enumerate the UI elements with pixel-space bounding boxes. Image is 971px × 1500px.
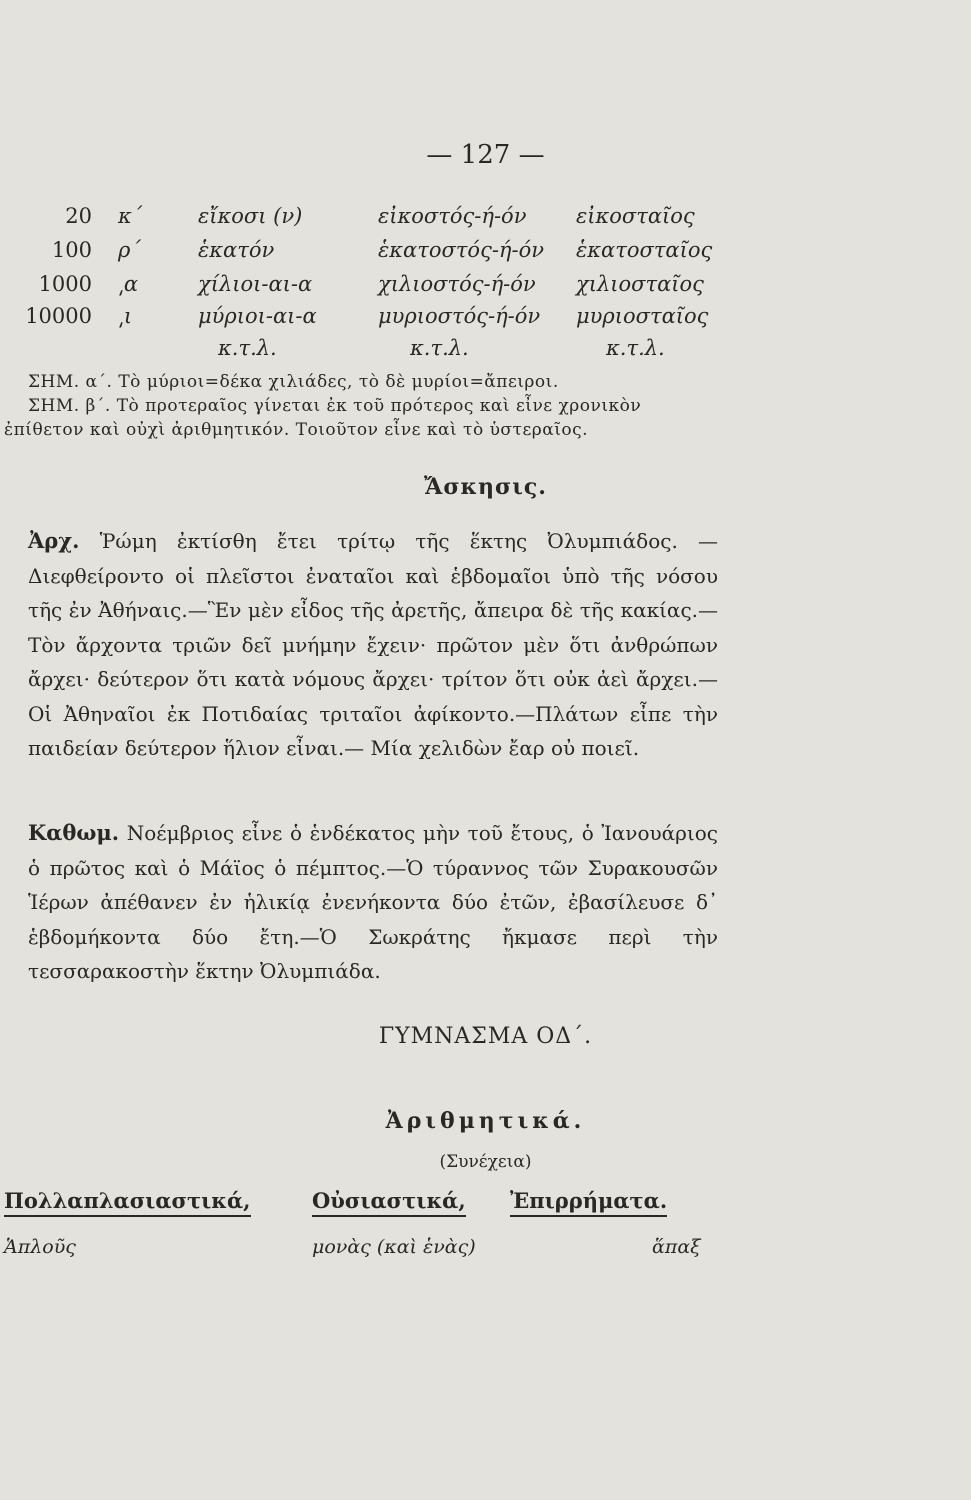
etc-cell: κ.τ.λ. [606, 336, 665, 360]
letter-cell: ͵ι [118, 304, 133, 328]
section-title: Ἀριθμητικά. [385, 1108, 586, 1134]
letter-cell: κ΄ [118, 204, 143, 228]
exercise-paragraph-modern [28, 816, 718, 989]
number-cell: 20 [65, 204, 92, 228]
exercise-paragraph-archaic [28, 524, 718, 766]
paragraph-lead: Ἀρχ. [28, 528, 80, 553]
letter-cell: ρ΄ [118, 238, 141, 262]
column-header-multiplicative: Πολλαπλασιαστικά, [4, 1188, 251, 1217]
exercise-heading: Ἄσκησις. [424, 474, 547, 500]
row-simple: Ἁπλοῦς [4, 1236, 76, 1258]
continuation-note: (Συνέχεια) [439, 1152, 532, 1172]
note-beta-line2: ἐπίθετον καὶ οὐχὶ ἀριθμητικόν. Τοιοῦτον εἶνε καὶ τὸ ὑστεραῖος. [4, 420, 589, 440]
column-header-adverbs: Ἐπιρρήματα. [510, 1188, 667, 1217]
multiple-cell: ἑκατοσταῖος [576, 238, 713, 262]
row-unit: μονὰς (καὶ ἑνὰς) [312, 1236, 476, 1258]
cardinal-cell: μύριοι-αι-α [198, 304, 317, 328]
ordinal-cell: μυριοστός-ή-όν [378, 304, 541, 328]
etc-cell: κ.τ.λ. [218, 336, 277, 360]
number-cell: 10000 [25, 304, 92, 328]
multiple-cell: εἰκοσταῖος [576, 204, 695, 228]
number-cell: 1000 [38, 272, 92, 296]
cardinal-cell: εἴκοσι (ν) [198, 204, 303, 228]
number-cell: 100 [51, 238, 92, 262]
ordinal-cell: ἑκατοστός-ή-όν [378, 238, 545, 262]
ordinal-cell: εἰκοστός-ή-όν [378, 204, 527, 228]
paragraph-lead: Καθωμ. [28, 820, 120, 845]
note-alpha: ΣΗΜ. α΄. Τὸ μύριοι=δέκα χιλιάδες, τὸ δὲ μυρίοι=ἄπειροι. [28, 372, 559, 392]
ordinal-cell: χιλιοστός-ή-όν [378, 272, 536, 296]
numeral-row [0, 304, 971, 338]
page-number: — 127 — [426, 140, 545, 170]
paragraph-text: Νοέμβριος εἶνε ὁ ἑνδέκατος μὴν τοῦ ἔτους, ὁ Ἰανουάριος ὁ πρῶτος καὶ ὁ Μάϊος ὁ πέμπτος.—Ὁ τύραννος τῶν Συρακουσῶν Ἱέρων ἀπέθανεν ἐν ἡλικίᾳ ἐνενήκοντα δύο ἐτῶν, ἐβασίλευσε δ᾽ ἑβδομήκοντα δύο ἔτη.—Ὁ Σωκράτης ἤκμασε περὶ τὴν τεσσαρακοστὴν ἕκτην Ὀλυμπιάδα. [28, 821, 718, 983]
row-once: ἅπαξ [652, 1236, 701, 1258]
numeral-row [0, 272, 971, 306]
multiple-cell: μυριοσταῖος [576, 304, 709, 328]
cardinal-cell: χίλιοι-αι-α [198, 272, 313, 296]
paragraph-text: Ῥώμη ἐκτίσθη ἔτει τρίτῳ τῆς ἕκτης Ὀλυμπιάδος. —Διεφθείροντο οἱ πλεῖστοι ἐναταῖοι καὶ ἑβδομαῖοι ὑπὸ τῆς νόσου τῆς ἐν Ἀθήναις.—Ἓν μὲν εἶδος τῆς ἀρετῆς, ἄπειρα δὲ τῆς κακίας.—Τὸν ἄρχοντα τριῶν δεῖ μνήμην ἔχειν· πρῶτον μὲν ὅτι ἀνθρώπων ἄρχει· δεύτερον ὅτι κατὰ νόμους ἄρχει· τρίτον ὅτι οὐκ ἀεὶ ἄρχει.—Οἱ Ἀθηναῖοι ἐκ Ποτιδαίας τριταῖοι ἀφίκοντο.—Πλάτων εἶπε τὴν παιδείαν δεύτερον ἥλιον εἶναι.— Μία χελιδὼν ἔαρ οὐ ποιεῖ. [28, 529, 718, 760]
etc-row [0, 336, 971, 370]
etc-cell: κ.τ.λ. [410, 336, 469, 360]
gymnasma-heading: ΓΥΜΝΑΣΜΑ ΟΔ΄. [378, 1024, 593, 1049]
note-beta-line1: ΣΗΜ. β΄. Τὸ προτεραῖος γίνεται ἐκ τοῦ πρότερος καὶ εἶνε χρονικὸν [28, 396, 642, 416]
numeral-row [0, 238, 971, 272]
column-header-substantives: Οὐσιαστικά, [312, 1188, 466, 1217]
multiple-cell: χιλιοσταῖος [576, 272, 704, 296]
numeral-row [0, 204, 971, 238]
letter-cell: ͵α [118, 272, 139, 296]
cardinal-cell: ἑκατόν [198, 238, 275, 262]
